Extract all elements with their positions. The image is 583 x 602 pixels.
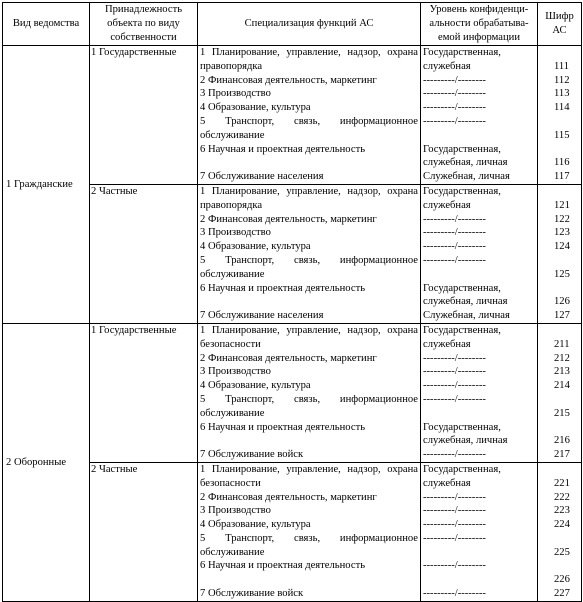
confidentiality-cell [421,184,538,323]
code-item: 124 [554,241,570,253]
as-classification-table [2,2,582,602]
header-specialization: Специализация функций АС [198,3,421,46]
code-item: 125 [554,268,570,280]
code-cell [538,323,582,462]
function-item: 4 Образование, культура [200,519,311,531]
code-cell [538,184,582,323]
code-item: 217 [554,449,570,461]
code-item: 111 [554,60,570,72]
header-ownership: Принадлежность объекта по виду собственности [90,3,198,46]
function-item: 7 Обслуживание войск [200,588,304,600]
code-item: 221 [554,477,570,489]
code-item: 224 [554,519,570,531]
ownership-cell: 2 Частные [90,462,198,601]
confidentiality-item: Государственная, служебная, личная [423,282,508,308]
function-item: 5 Транспорт, связь, информационное обслуживание [200,393,418,419]
function-item: 1 Планирование, управление, надзор, охрана правопорядка [200,47,418,72]
department-cell: 2 Оборонные [3,323,90,601]
confidentiality-item: ---------/-------- [423,560,486,572]
function-item: 1 Планирование, управление, надзор, охрана безопасности [200,463,418,489]
code-item: 213 [554,366,570,378]
specialization-cell [198,46,421,185]
ownership-cell: 2 Частные [90,184,198,323]
function-item: 2 Финансовая деятельность, маркетинг [200,74,377,86]
code-item: 227 [554,588,570,600]
code-item: 126 [554,296,570,308]
confidentiality-item: ---------/-------- [423,491,486,503]
code-item: 215 [554,407,570,419]
code-item: 216 [554,435,570,447]
table-row [3,184,582,323]
table-row [3,323,582,462]
function-item: 2 Финансовая деятельность, маркетинг [200,491,377,503]
specialization-cell [198,323,421,462]
confidentiality-item: ---------/-------- [423,213,486,225]
document-page [2,2,581,598]
confidentiality-item: Служебная, личная [423,171,510,183]
confidentiality-item: ---------/-------- [423,102,486,114]
function-item: 3 Производство [200,505,271,517]
confidentiality-item: ---------/-------- [423,366,486,378]
table-row [3,462,582,601]
confidentiality-item: ---------/-------- [423,505,486,517]
code-item: 223 [554,505,570,517]
confidentiality-item: ---------/-------- [423,449,486,461]
table-body [3,46,582,602]
code-item: 214 [554,380,570,392]
table-row [3,46,582,185]
ownership-cell: 1 Государственные [90,46,198,185]
function-item: 2 Финансовая деятельность, маркетинг [200,213,377,225]
code-item: 123 [554,227,570,239]
confidentiality-cell [421,46,538,185]
function-item: 6 Научная и проектная деятельность [200,421,366,433]
function-item: 1 Планирование, управление, надзор, охрана безопасности [200,324,418,350]
specialization-cell [198,462,421,601]
confidentiality-item: ---------/-------- [423,393,486,405]
code-cell [538,46,582,185]
code-cell [538,462,582,601]
header-row [3,3,582,46]
code-item: 212 [554,352,570,364]
confidentiality-item: ---------/-------- [423,115,486,127]
code-item: 211 [554,338,570,350]
header-confidentiality: Уровень конфиденци-альности обрабатыва-емой информации [421,3,538,46]
confidentiality-item: Государственная, служебная [423,185,501,211]
code-item: 113 [554,88,570,100]
confidentiality-item: ---------/-------- [423,74,486,86]
function-item: 1 Планирование, управление, надзор, охрана правопорядка [200,185,418,211]
function-item: 7 Обслуживание населения [200,310,324,322]
function-item: 5 Транспорт, связь, информационное обслуживание [200,532,418,558]
function-item: 3 Производство [200,88,271,100]
confidentiality-item: ---------/-------- [423,519,486,531]
function-item: 3 Производство [200,227,271,239]
confidentiality-item: Государственная, служебная, личная [423,421,508,447]
function-item: 4 Образование, культура [200,102,311,114]
code-item: 222 [554,491,570,503]
confidentiality-item: ---------/-------- [423,88,486,100]
function-item: 2 Финансовая деятельность, маркетинг [200,352,377,364]
function-item: 5 Транспорт, связь, информационное обслуживание [200,115,418,141]
confidentiality-item: Государственная, служебная [423,324,501,350]
code-item: 112 [554,74,570,86]
function-item: 5 Транспорт, связь, информационное обслуживание [200,254,418,280]
function-item: 6 Научная и проектная деятельность [200,282,366,294]
function-item: 3 Производство [200,366,271,378]
confidentiality-item: ---------/-------- [423,352,486,364]
code-item: 226 [554,574,570,586]
confidentiality-item: ---------/-------- [423,254,486,266]
header-code: Шифр АС [538,3,582,46]
function-item: 4 Образование, культура [200,241,311,253]
code-item: 225 [554,546,570,558]
department-cell: 1 Гражданские [3,46,90,324]
code-item: 127 [554,310,570,322]
confidentiality-item: ---------/-------- [423,241,486,253]
code-item: 115 [554,129,570,141]
confidentiality-cell [421,323,538,462]
confidentiality-item: ---------/-------- [423,227,486,239]
function-item: 7 Обслуживание населения [200,171,324,183]
confidentiality-item: Государственная, служебная [423,463,501,489]
specialization-cell [198,184,421,323]
confidentiality-item: ---------/-------- [423,532,486,544]
confidentiality-cell [421,462,538,601]
confidentiality-item: Государственная, служебная, личная [423,143,508,169]
confidentiality-item: ---------/-------- [423,588,486,600]
function-item: 4 Образование, культура [200,380,311,392]
code-item: 122 [554,213,570,225]
code-item: 114 [554,102,570,114]
function-item: 6 Научная и проектная деятельность [200,143,366,155]
function-item: 7 Обслуживание войск [200,449,304,461]
confidentiality-item: Государственная, служебная [423,47,501,72]
code-item: 116 [554,157,570,169]
confidentiality-item: ---------/-------- [423,380,486,392]
code-item: 121 [554,199,570,211]
code-item: 117 [554,171,570,183]
confidentiality-item: Служебная, личная [423,310,510,322]
header-department: Вид ведомства [3,3,90,46]
function-item: 6 Научная и проектная деятельность [200,560,366,572]
ownership-cell: 1 Государственные [90,323,198,462]
